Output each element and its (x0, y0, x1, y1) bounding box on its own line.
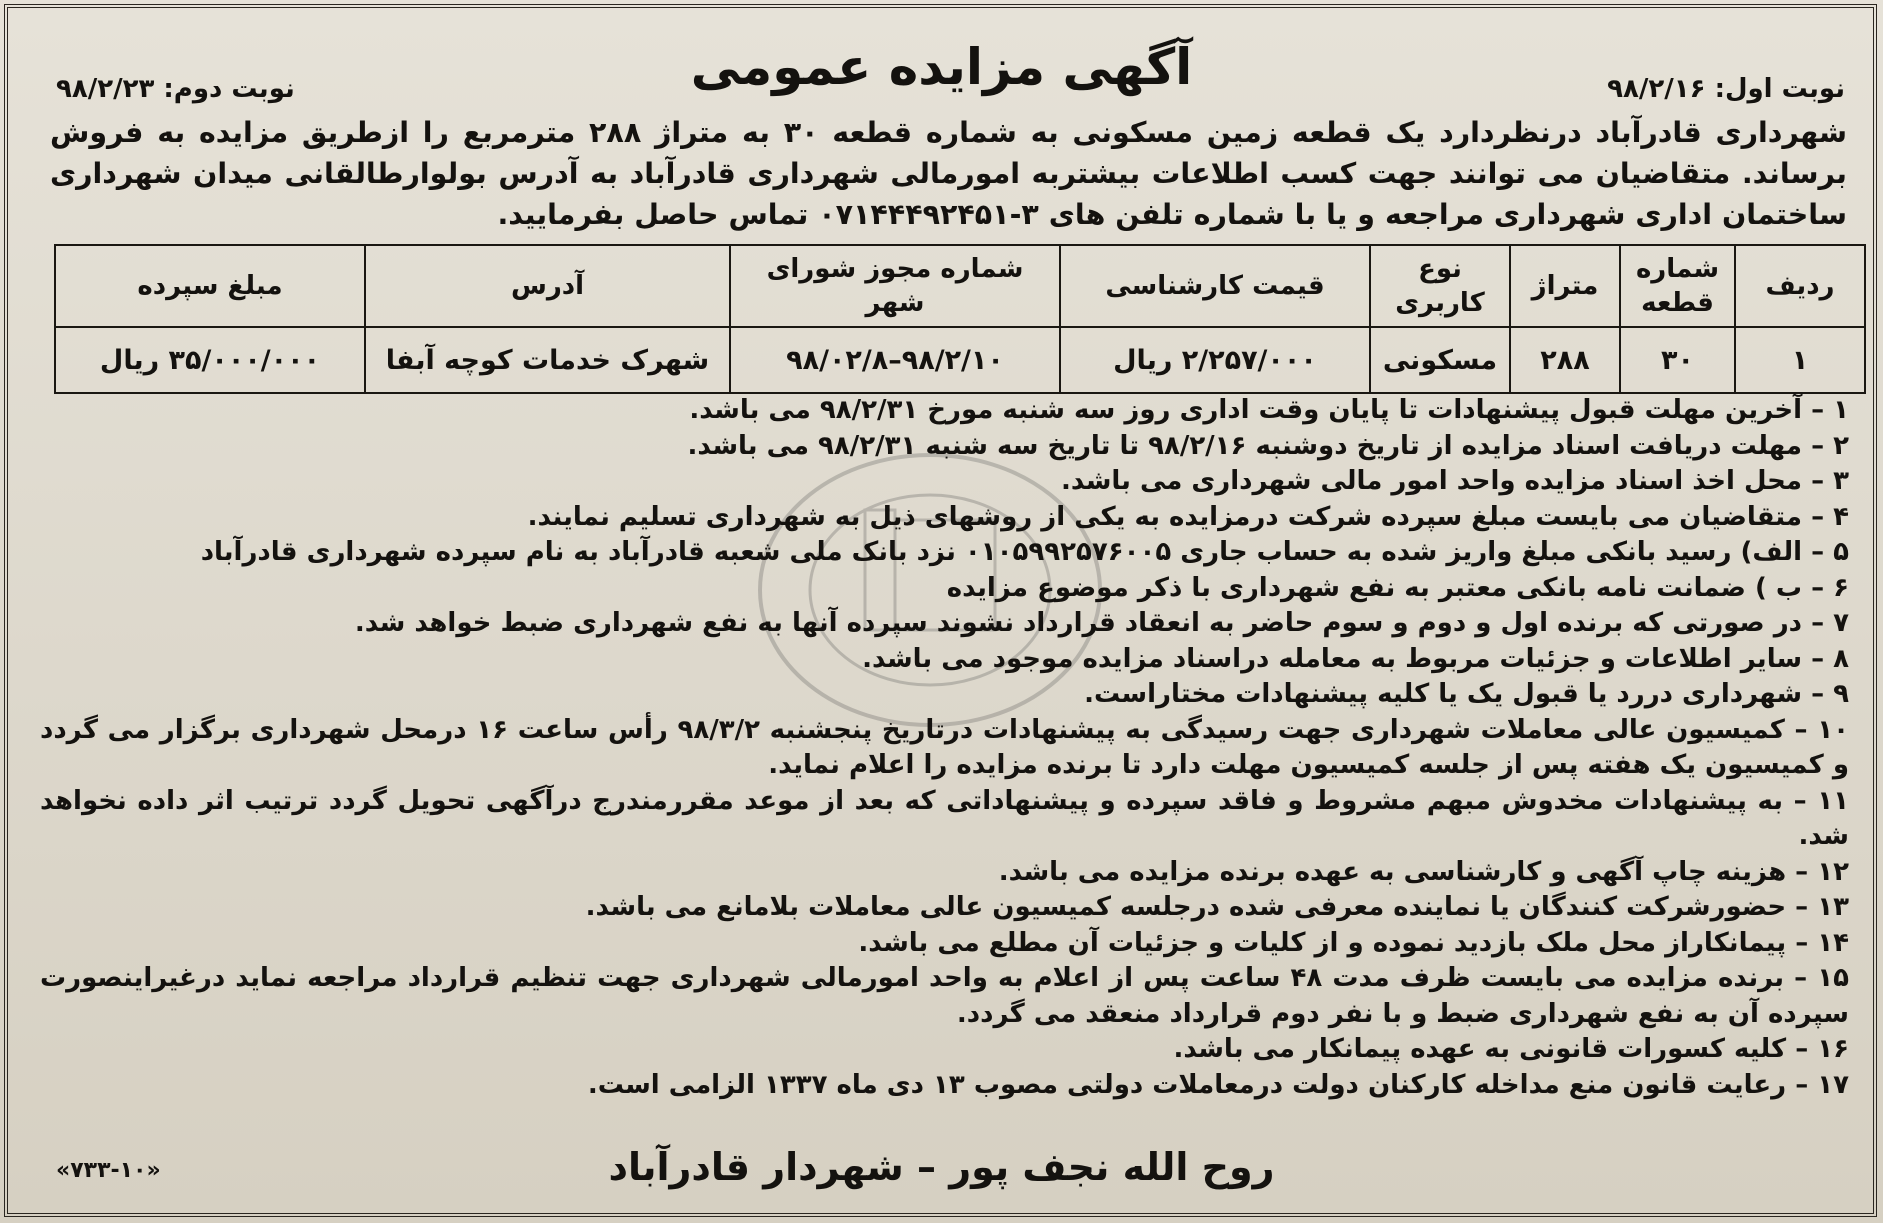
condition-8: ۸ – سایر اطلاعات و جزئیات مربوط به معامله دراسناد مزایده موجود می باشد. (862, 643, 1849, 674)
cell-appraised-price: ۲/۲۵۷/۰۰۰ ریال (1060, 327, 1370, 393)
cell-plot-number: ۳۰ (1620, 327, 1735, 393)
table-row (55, 327, 1865, 393)
cell-deposit: ۳۵/۰۰۰/۰۰۰ ریال (55, 327, 365, 393)
condition-17: ۱۷ – رعایت قانون منع مداخله کارکنان دولت درمعاملات دولتی مصوب ۱۳ دی ماه ۱۳۳۷ الزامی است. (587, 1069, 1849, 1100)
cell-area: ۲۸۸ (1510, 327, 1620, 393)
condition-5: ۵ – الف) رسید بانکی مبلغ واریز شده به حساب جاری ۰۱۰۵۹۹۲۵۷۶۰۰۵ نزد بانک ملی شعبه قادرآباد به نام سپرده شهرداری قادرآباد (200, 537, 1849, 567)
header-appraised-price: قیمت کارشناسی (1060, 245, 1370, 327)
cell-usage: مسکونی (1370, 327, 1510, 393)
header-usage: نوع کاربری (1370, 245, 1510, 327)
condition-11: ۱۱ – به پیشنهادات مخدوش مبهم مشروط و فاقد سپرده و پیشنهاداتی که بعد از موعد مقررمندرج درآگهی تحویل گردد ترتیب اثر داده نخواهد شد. (40, 785, 1849, 851)
table-header-row (55, 245, 1865, 327)
first-issue-date: نوبت اول: ۹۸/۲/۱۶ (1607, 74, 1845, 104)
header-deposit: مبلغ سپرده (55, 245, 365, 327)
condition-6: ۶ – ب ) ضمانت نامه بانکی معتبر به نفع شهرداری با ذکر موضوع مزایده (946, 572, 1849, 603)
condition-2: ۲ – مهلت دریافت اسناد مزایده از تاریخ دوشنبه ۹۸/۲/۱۶ تا تاریخ سه شنبه ۹۸/۲/۳۱ می باشد. (687, 430, 1849, 461)
second-issue-date: نوبت دوم: ۹۸/۲/۲۳ (56, 74, 295, 104)
condition-15: ۱۵ – برنده مزایده می بایست ظرف مدت ۴۸ ساعت پس از اعلام به واحد امورمالی شهرداری جهت تنظیم قرارداد مراجعه نماید درغیراینصورت سپرده آن به نفع شهرداری ضبط و با نفر دوم قرارداد منعقد می گردد. (40, 963, 1849, 1029)
condition-12: ۱۲ – هزینه چاپ آگهی و کارشناسی به عهده برنده مزایده می باشد. (998, 856, 1849, 887)
condition-4: ۴ – متقاضیان می بایست مبلغ سپرده شرکت درمزایده به یکی از روشهای ذیل به شهرداری تسلیم نمایند. (527, 501, 1849, 532)
condition-9: ۹ – شهرداری دررد یا قبول یک یا کلیه پیشنهادات مختاراست. (1084, 679, 1849, 709)
notice-intro: شهرداری قادرآباد درنظردارد یک قطعه زمین مسکونی به شماره قطعه ۳۰ به متراژ ۲۸۸ مترمربع را ازطریق مزایده به فروش برساند. متقاضیان می توانند جهت کسب اطلاعات بیشتربه امورمالی شهرداری قادرآباد به آدرس بولوارطالقانی میدان شهرداری ساختمان اداری شهرداری مراجعه و یا با شماره تلفن های ۳-۰۷۱۴۴۴۹۲۴۵۱ تماس حاصل بفرمایید. (50, 116, 1848, 231)
conditions-list (40, 393, 1849, 1103)
header-plot-number: شماره قطعه (1620, 245, 1735, 327)
header-area: متراژ (1510, 245, 1620, 327)
condition-13: ۱۳ – حضورشرکت کنندگان یا نماینده معرفی شده درجلسه کمیسیون عالی معاملات بلامانع می باشد. (585, 892, 1849, 922)
cell-address: شهرک خدمات کوچه آبفا (365, 327, 730, 393)
condition-3: ۳ – محل اخذ اسناد مزایده واحد امور مالی شهرداری می باشد. (1060, 466, 1849, 496)
condition-7: ۷ – در صورتی که برنده اول و دوم و سوم حاضر به انعقاد قرارداد نشوند سپرده آنها به نفع شهرداری ضبط خواهد شد. (354, 608, 1849, 638)
notice-code: «۷۳۳-۱۰» (56, 1158, 161, 1183)
condition-14: ۱۴ – پیمانکاراز محل ملک بازدید نموده و از کلیات و جزئیات آن مطلع می باشد. (858, 927, 1849, 958)
cell-council-permit: ۹۸/۲/۱۰–۹۸/۰۲/۸ (730, 327, 1060, 393)
header-row-number: ردیف (1735, 245, 1865, 327)
cell-row-number: ۱ (1735, 327, 1865, 393)
condition-16: ۱۶ – کلیه کسورات قانونی به عهده پیمانکار می باشد. (1173, 1034, 1849, 1064)
header-council-permit: شماره مجوز شورای شهر (730, 245, 1060, 327)
mayor-signature: روح الله نجف پور – شهردار قادرآباد (608, 1145, 1275, 1189)
header-address: آدرس (365, 245, 730, 327)
condition-1: ۱ – آخرین مهلت قبول پیشنهادات تا پایان وقت اداری روز سه شنبه مورخ ۹۸/۲/۳۱ می باشد. (689, 395, 1849, 425)
condition-10: ۱۰ – کمیسیون عالی معاملات شهرداری جهت رسیدگی به پیشنهادات درتاریخ پنجشنبه ۹۸/۳/۲ رأس ساعت ۱۶ درمحل شهرداری برگزار می گردد و کمیسیون یک هفته پس از جلسه کمیسیون مهلت دارد تا برنده مزایده را اعلام نماید. (40, 714, 1850, 780)
notice-title: آگهی مزایده عمومی (690, 38, 1193, 96)
auction-table (54, 244, 1866, 394)
